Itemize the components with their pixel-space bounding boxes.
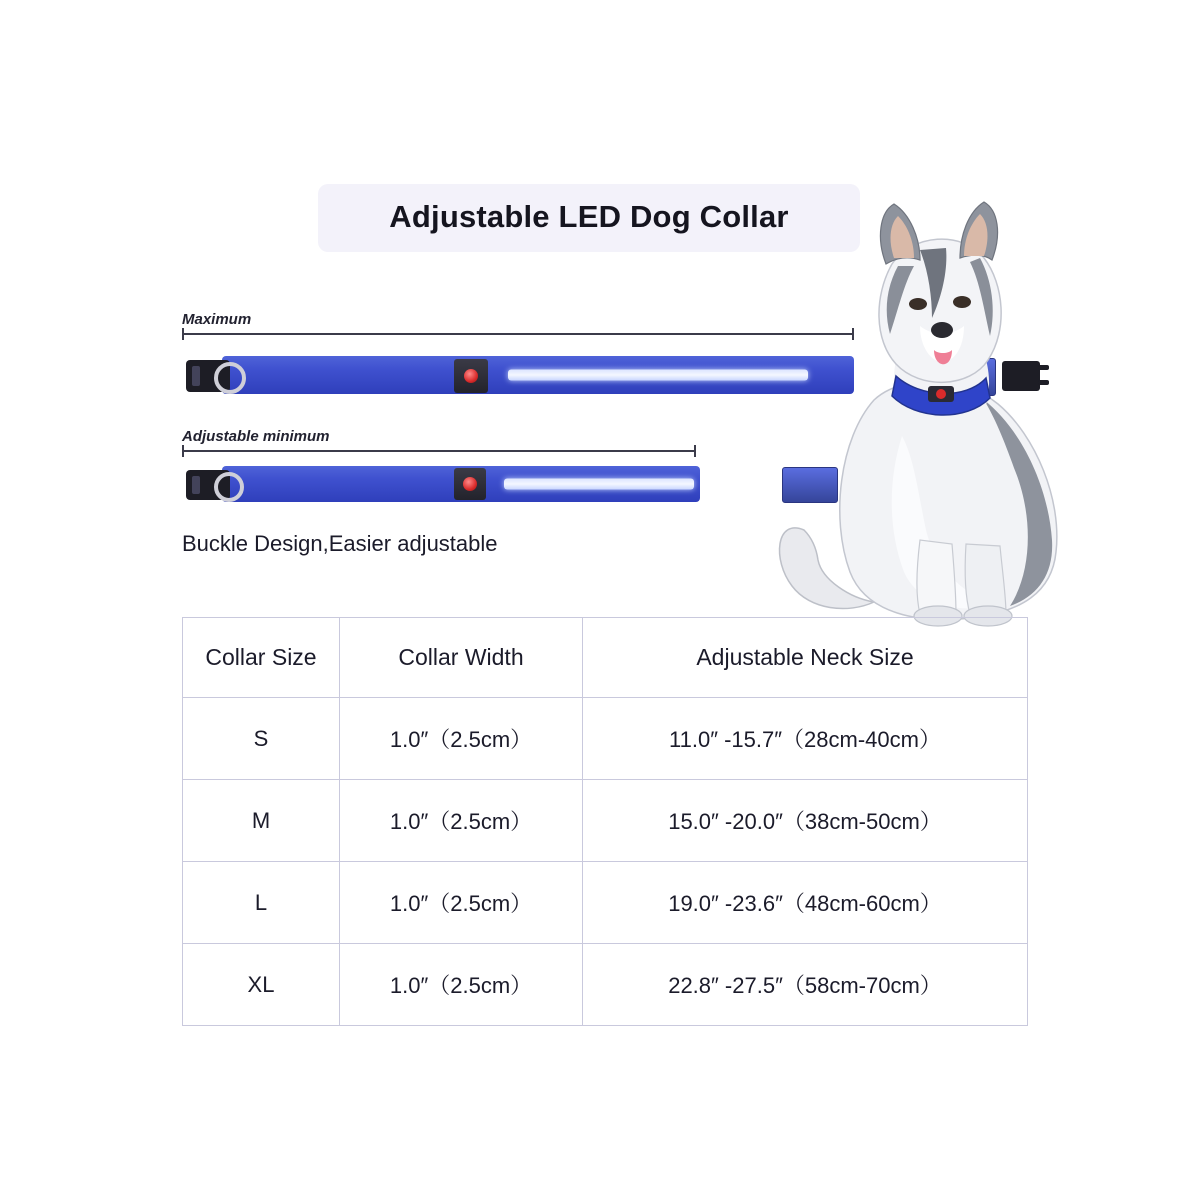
led-light-strip [504, 479, 694, 490]
dog-photo [770, 200, 1080, 630]
header-collar-width: Collar Width [340, 618, 583, 698]
power-button-icon [463, 477, 477, 491]
minimum-measure-rule [182, 450, 696, 452]
cell-neck: 22.8″ -27.5″（58cm-70cm） [583, 944, 1028, 1026]
power-button-icon [464, 369, 478, 383]
collar-diagram-minimum [186, 466, 700, 502]
maximum-measure-rule [182, 333, 854, 335]
led-control-module [454, 468, 486, 500]
cell-size: S [183, 698, 340, 780]
table-row [183, 698, 1028, 780]
size-chart-table [182, 617, 1028, 1026]
cell-size: L [183, 862, 340, 944]
cell-neck: 19.0″ -23.6″（48cm-60cm） [583, 862, 1028, 944]
cell-neck: 15.0″ -20.0″（38cm-50cm） [583, 780, 1028, 862]
buckle-notch [192, 476, 200, 494]
d-ring [214, 362, 246, 394]
cell-size: XL [183, 944, 340, 1026]
d-ring [214, 472, 244, 502]
header-collar-size: Collar Size [183, 618, 340, 698]
cell-size: M [183, 780, 340, 862]
table-row [183, 780, 1028, 862]
table-header-row [183, 618, 1028, 698]
table-row [183, 944, 1028, 1026]
header-adjustable-neck-size: Adjustable Neck Size [583, 618, 1028, 698]
cell-width: 1.0″（2.5cm） [340, 862, 583, 944]
cell-width: 1.0″（2.5cm） [340, 698, 583, 780]
cell-width: 1.0″（2.5cm） [340, 780, 583, 862]
buckle-notch [192, 366, 200, 386]
table-row [183, 862, 1028, 944]
maximum-label: Maximum [182, 311, 252, 328]
minimum-label: Adjustable minimum [182, 428, 330, 445]
led-light-strip [508, 370, 808, 381]
cell-width: 1.0″（2.5cm） [340, 944, 583, 1026]
buckle-caption: Buckle Design,Easier adjustable [182, 531, 498, 556]
led-control-module [454, 359, 488, 393]
collar-diagram-maximum [186, 356, 854, 394]
husky-illustration [770, 200, 1080, 630]
page-title: Adjustable LED Dog Collar [389, 199, 789, 234]
cell-neck: 11.0″ -15.7″（28cm-40cm） [583, 698, 1028, 780]
